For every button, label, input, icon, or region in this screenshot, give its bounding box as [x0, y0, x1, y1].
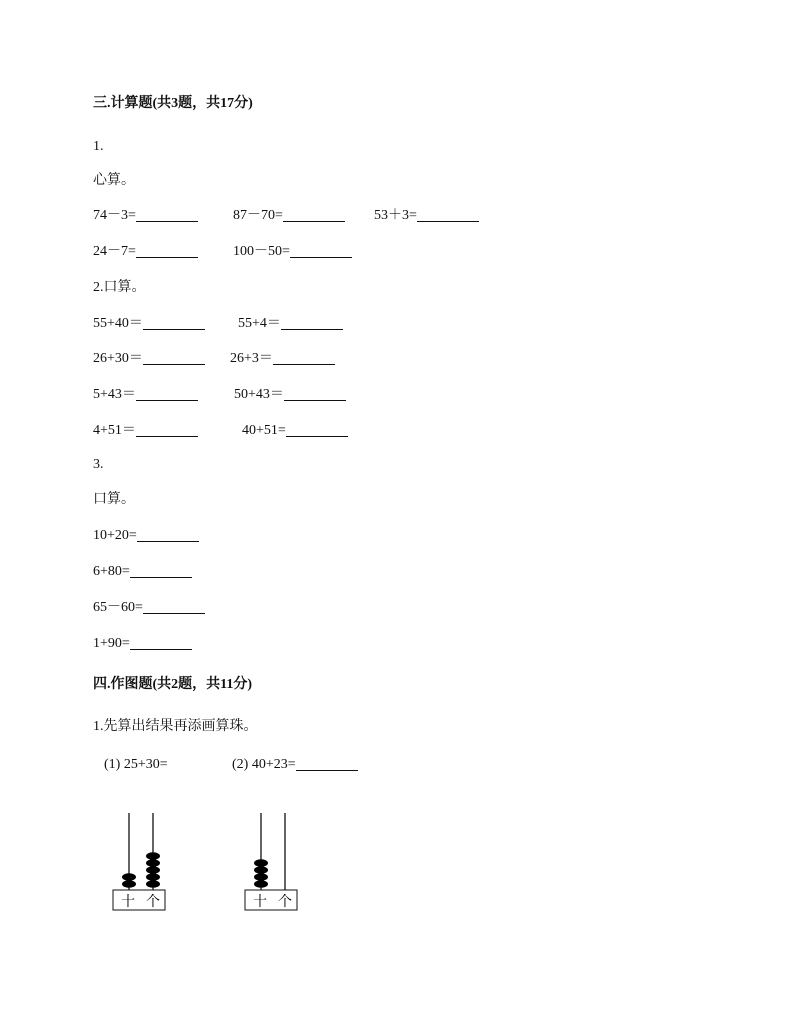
answer-blank[interactable] — [130, 635, 192, 650]
abacus-bead — [254, 866, 268, 874]
q2-item-3: 26+30＝ — [93, 350, 205, 368]
q2-item-2: 55+4＝ — [238, 315, 343, 333]
answer-blank[interactable] — [283, 207, 345, 222]
q3-item-2: 6+80= — [93, 563, 192, 581]
abacus-bead — [146, 880, 160, 888]
q1-item-4: 24－7= — [93, 243, 198, 261]
tens-label: 十 — [253, 894, 267, 910]
answer-blank[interactable] — [284, 386, 346, 401]
ones-label: 个 — [146, 894, 160, 910]
q2-item-1: 55+40＝ — [93, 315, 205, 333]
abacus-bead — [254, 880, 268, 888]
tens-label: 十 — [121, 894, 135, 910]
answer-blank[interactable] — [130, 563, 192, 578]
abacus-bead — [122, 873, 136, 881]
q3-item-3: 65－60= — [93, 599, 205, 617]
answer-blank[interactable] — [136, 422, 198, 437]
answer-blank[interactable] — [136, 207, 198, 222]
abacus-2 — [240, 810, 302, 914]
q1-item-1: 74－3= — [93, 207, 198, 225]
answer-blank[interactable] — [143, 599, 205, 614]
q2-prompt: 2.口算。 — [93, 280, 146, 295]
answer-blank[interactable] — [143, 315, 205, 330]
abacus-bead — [122, 880, 136, 888]
q1-number: 1. — [93, 139, 104, 154]
answer-blank[interactable] — [273, 350, 335, 365]
s4-part2: (2) 40+23= — [232, 756, 358, 774]
q3-item-1: 10+20= — [93, 527, 199, 545]
s4-part1: (1) 25+30= — [104, 757, 168, 772]
q3-prompt: 口算。 — [93, 492, 135, 507]
abacus-1 — [108, 810, 170, 914]
ones-label: 个 — [278, 894, 292, 910]
q2-item-4: 26+3＝ — [230, 350, 335, 368]
abacus-bead — [146, 866, 160, 874]
q1-item-2: 87－70= — [233, 207, 345, 225]
section4-title: 四.作图题(共2题，共11分) — [93, 677, 253, 692]
q2-item-7: 4+51＝ — [93, 422, 198, 440]
abacus-bead — [254, 859, 268, 867]
s4-q1-prompt: 1.先算出结果再添画算珠。 — [93, 719, 258, 734]
answer-blank[interactable] — [290, 243, 352, 258]
q2-item-5: 5+43＝ — [93, 386, 198, 404]
q2-item-6: 50+43＝ — [234, 386, 346, 404]
q3-number: 3. — [93, 457, 104, 472]
answer-blank[interactable] — [136, 243, 198, 258]
q1-prompt: 心算。 — [93, 173, 135, 188]
answer-blank[interactable] — [296, 756, 358, 771]
answer-blank[interactable] — [286, 422, 348, 437]
tens-beads — [122, 873, 136, 888]
answer-blank[interactable] — [137, 527, 199, 542]
abacus-bead — [254, 873, 268, 881]
q2-item-8: 40+51= — [242, 422, 348, 440]
q1-item-5: 100－50= — [233, 243, 352, 261]
q3-item-4: 1+90= — [93, 635, 192, 653]
q1-item-3: 53＋3= — [374, 207, 479, 225]
answer-blank[interactable] — [143, 350, 205, 365]
section3-title: 三.计算题(共3题，共17分) — [93, 96, 253, 111]
abacus-bead — [146, 873, 160, 881]
answer-blank[interactable] — [136, 386, 198, 401]
ones-beads — [146, 852, 160, 888]
answer-blank[interactable] — [281, 315, 343, 330]
answer-blank[interactable] — [417, 207, 479, 222]
abacus-bead — [146, 852, 160, 860]
tens-beads — [254, 859, 268, 888]
abacus-bead — [146, 859, 160, 867]
